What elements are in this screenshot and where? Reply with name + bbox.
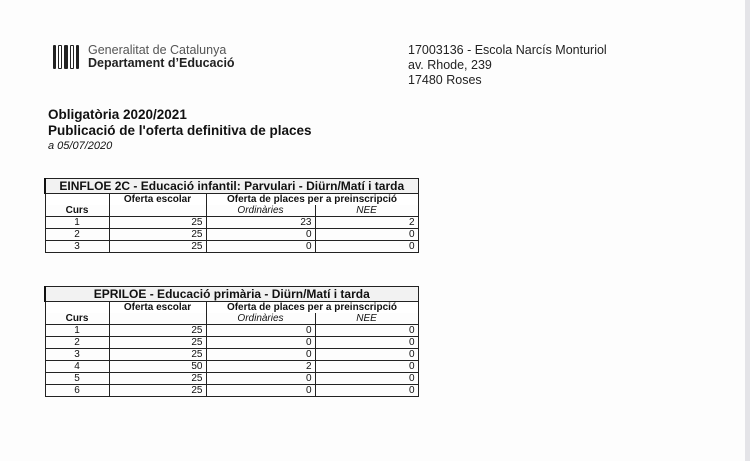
school-name: 17003136 - Escola Narcís Monturiol xyxy=(408,43,607,57)
cell-oferta: 25 xyxy=(109,217,206,229)
col-ordinaries: Ordinàries xyxy=(206,205,315,217)
cell-curs: 3 xyxy=(45,349,109,361)
department-name: Departament d’Educació xyxy=(88,56,235,70)
cell-oferta: 25 xyxy=(109,349,206,361)
col-nee: NEE xyxy=(315,313,418,325)
cell-curs: 6 xyxy=(45,385,109,397)
table-row xyxy=(45,229,418,241)
table-row xyxy=(45,385,418,397)
cell-ordinaries: 0 xyxy=(206,373,315,385)
table-title: EINFLOE 2C - Educació infantil: Parvulari - Diürn/Matí i tarda xyxy=(45,179,418,194)
cell-nee: 0 xyxy=(315,361,418,373)
cell-oferta: 25 xyxy=(109,229,206,241)
table-row xyxy=(45,373,418,385)
table-einfloe xyxy=(44,178,419,253)
table-epriloe xyxy=(44,286,419,397)
table-row xyxy=(45,349,418,361)
cell-ordinaries: 0 xyxy=(206,241,315,253)
col-curs: Curs xyxy=(45,313,109,325)
publication-date: a 05/07/2020 xyxy=(48,140,113,152)
cell-ordinaries: 0 xyxy=(206,229,315,241)
table-row xyxy=(45,337,418,349)
col-oferta-escolar: Oferta escolar xyxy=(109,302,206,314)
generalitat-logo xyxy=(53,44,235,70)
table-title: EPRILOE - Educació primària - Diürn/Matí i tarda xyxy=(45,287,418,302)
cell-nee: 0 xyxy=(315,373,418,385)
cell-curs: 2 xyxy=(45,229,109,241)
cell-curs: 3 xyxy=(45,241,109,253)
cell-ordinaries: 0 xyxy=(206,385,315,397)
cell-curs: 2 xyxy=(45,337,109,349)
cell-nee: 0 xyxy=(315,385,418,397)
cell-oferta: 25 xyxy=(109,373,206,385)
cell-nee: 0 xyxy=(315,241,418,253)
cell-ordinaries: 0 xyxy=(206,349,315,361)
cell-curs: 5 xyxy=(45,373,109,385)
course-title: Obligatòria 2020/2021 xyxy=(48,107,187,122)
document-titles xyxy=(48,107,312,153)
cell-oferta: 25 xyxy=(109,325,206,337)
table-row xyxy=(45,361,418,373)
street: av. Rhode, 239 xyxy=(408,58,492,72)
cell-oferta: 25 xyxy=(109,385,206,397)
col-nee: NEE xyxy=(315,205,418,217)
org-name: Generalitat de Catalunya xyxy=(88,43,227,57)
cell-oferta: 50 xyxy=(109,361,206,373)
col-ordinaries: Ordinàries xyxy=(206,313,315,325)
school-address xyxy=(408,43,607,88)
generalitat-emblem-icon xyxy=(53,45,79,69)
cell-ordinaries: 0 xyxy=(206,325,315,337)
cell-nee: 0 xyxy=(315,325,418,337)
cell-oferta: 25 xyxy=(109,337,206,349)
col-oferta-places: Oferta de places per a preinscripció xyxy=(206,194,418,206)
cell-nee: 0 xyxy=(315,349,418,361)
cell-nee: 0 xyxy=(315,337,418,349)
cell-curs: 1 xyxy=(45,325,109,337)
col-oferta-escolar: Oferta escolar xyxy=(109,194,206,206)
cell-nee: 0 xyxy=(315,229,418,241)
cell-ordinaries: 2 xyxy=(206,361,315,373)
cell-nee: 2 xyxy=(315,217,418,229)
col-oferta-places: Oferta de places per a preinscripció xyxy=(206,302,418,314)
city: 17480 Roses xyxy=(408,73,482,87)
table-row xyxy=(45,241,418,253)
cell-ordinaries: 0 xyxy=(206,337,315,349)
col-curs: Curs xyxy=(45,205,109,217)
cell-curs: 4 xyxy=(45,361,109,373)
table-row xyxy=(45,217,418,229)
table-row xyxy=(45,325,418,337)
cell-oferta: 25 xyxy=(109,241,206,253)
publication-title: Publicació de l'oferta definitiva de places xyxy=(48,123,312,138)
cell-curs: 1 xyxy=(45,217,109,229)
cell-ordinaries: 23 xyxy=(206,217,315,229)
